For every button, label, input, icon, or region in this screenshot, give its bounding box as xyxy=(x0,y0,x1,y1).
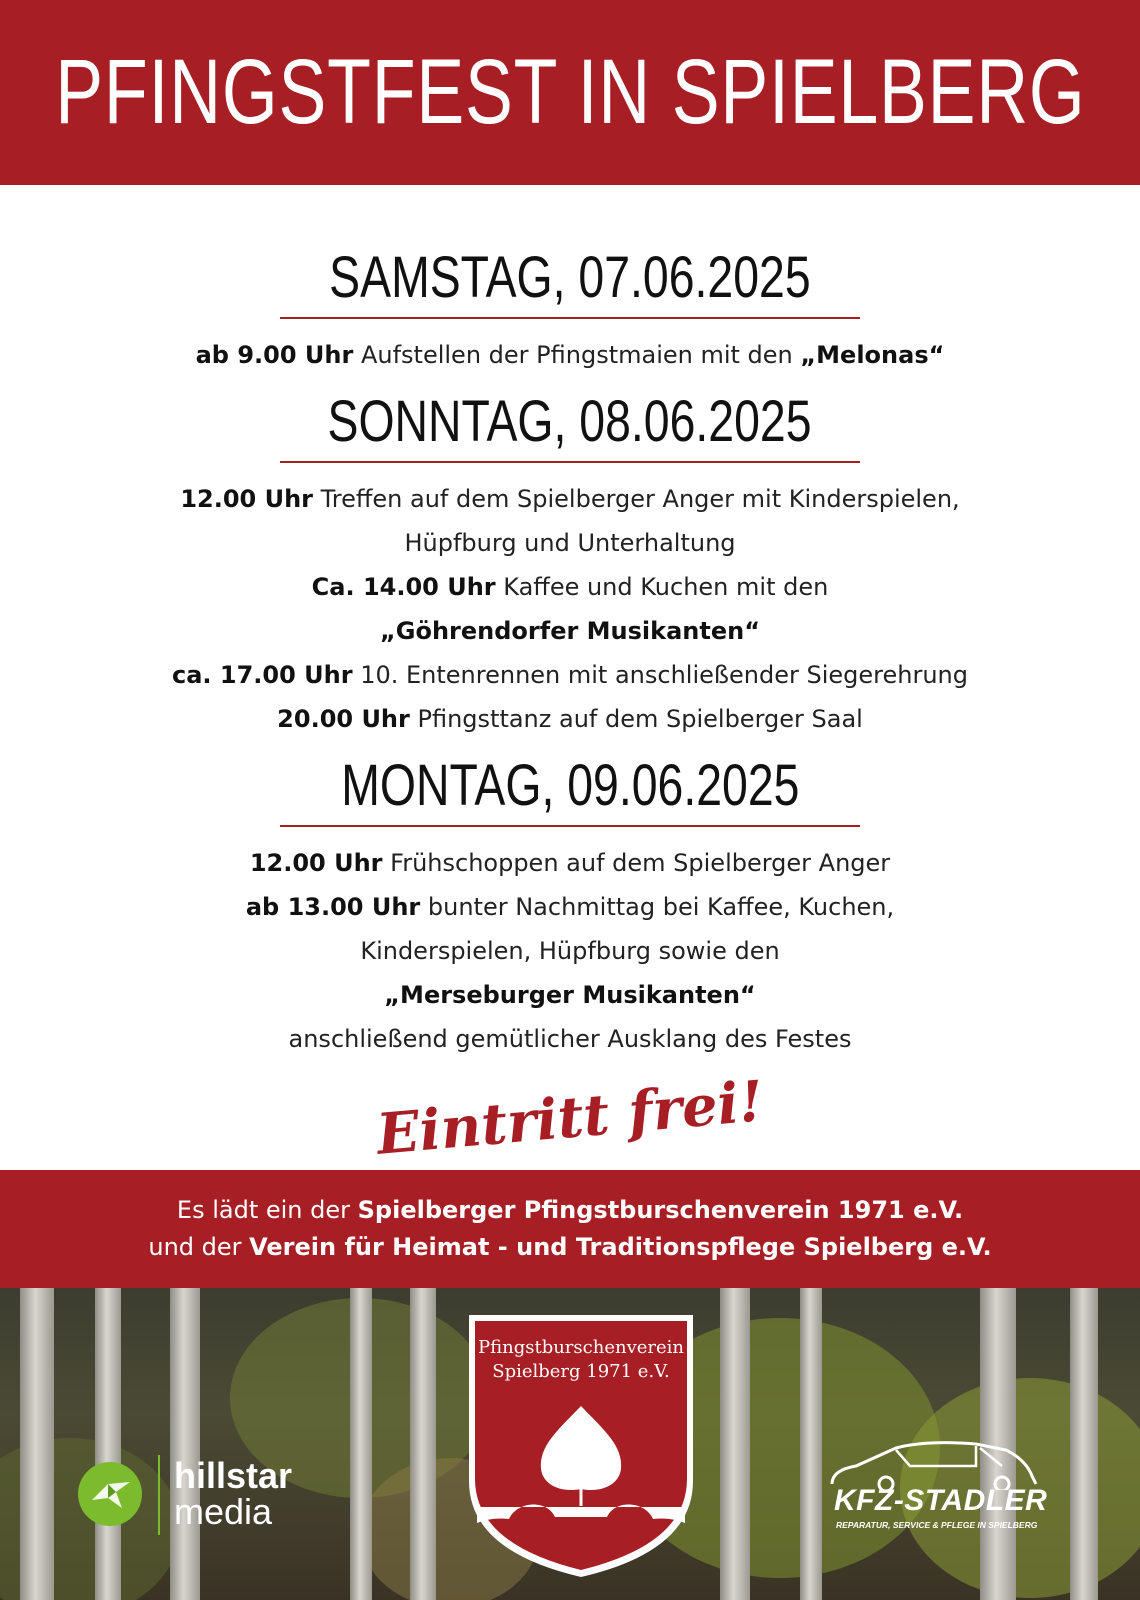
invitation-line: und der Verein für Heimat - und Traditionspflege Spielberg e.V. xyxy=(148,1233,992,1261)
day-heading: MONTAG, 09.06.2025 xyxy=(340,753,800,818)
schedule-line: 12.00 Uhr Treffen auf dem Spielberger Anger mit Kinderspielen, xyxy=(180,485,960,513)
day-heading: SONNTAG, 08.06.2025 xyxy=(327,389,812,454)
day-heading: SAMSTAG, 07.06.2025 xyxy=(329,245,811,310)
crest-line-1: Pfingstburschenverein xyxy=(477,1337,685,1358)
page-title: PFINGSTFEST IN SPIELBERG xyxy=(54,41,1086,143)
kfz-tagline: REPARATUR, SERVICE & PFLEGE IN SPIELBERG xyxy=(836,1520,1038,1530)
schedule-line: 20.00 Uhr Pfingsttanz auf dem Spielberger Saal xyxy=(277,705,863,733)
hillstar-divider xyxy=(158,1455,160,1535)
schedule-line: ab 9.00 Uhr Aufstellen der Pfingstmaien mit den „Melonas“ xyxy=(195,341,945,369)
day-monday xyxy=(0,753,1140,1061)
header-banner xyxy=(0,0,1140,185)
schedule-line: 12.00 Uhr Frühschoppen auf dem Spielberger Anger xyxy=(249,849,891,877)
hillstar-wordmark-sub: media xyxy=(174,1491,273,1532)
schedule-line: ca. 17.00 Uhr 10. Entenrennen mit anschließender Siegerehrung xyxy=(171,661,968,689)
hillstar-wordmark: hillstar xyxy=(174,1455,293,1496)
schedule-line: ab 13.00 Uhr bunter Nachmittag bei Kaffee, Kuchen, xyxy=(245,893,895,921)
schedule-line: „Göhrendorfer Musikanten“ xyxy=(380,617,760,645)
day-saturday xyxy=(0,245,1140,377)
sponsor-hillstar-media xyxy=(78,1455,328,1535)
event-program xyxy=(0,245,1140,1073)
schedule-line: anschließend gemütlicher Ausklang des Festes xyxy=(288,1025,852,1053)
car-outline-icon xyxy=(826,1440,1066,1490)
crest-line-2: Spielberg 1971 e.V. xyxy=(492,1361,670,1382)
schedule-line: Hüpfburg und Unterhaltung xyxy=(404,529,736,557)
admission-free-label: Eintritt frei! xyxy=(374,1068,766,1168)
schedule-line: Ca. 14.00 Uhr Kaffee und Kuchen mit den xyxy=(311,573,829,601)
schedule-line: Kinderspielen, Hüpfburg sowie den xyxy=(360,937,780,965)
invitation-banner xyxy=(0,1170,1140,1288)
day-divider xyxy=(280,825,860,827)
day-divider xyxy=(280,317,860,319)
day-divider xyxy=(280,461,860,463)
kfz-wordmark: KFZ-STADLER xyxy=(834,1484,1048,1517)
schedule-line: „Merseburger Musikanten“ xyxy=(384,981,756,1009)
day-sunday xyxy=(0,389,1140,741)
sponsor-kfz-stadler xyxy=(826,1440,1066,1550)
invitation-line: Es lädt ein der Spielberger Pfingstburschenverein 1971 e.V. xyxy=(176,1196,964,1224)
club-crest xyxy=(465,1311,697,1581)
hillstar-logo-icon xyxy=(78,1462,142,1526)
